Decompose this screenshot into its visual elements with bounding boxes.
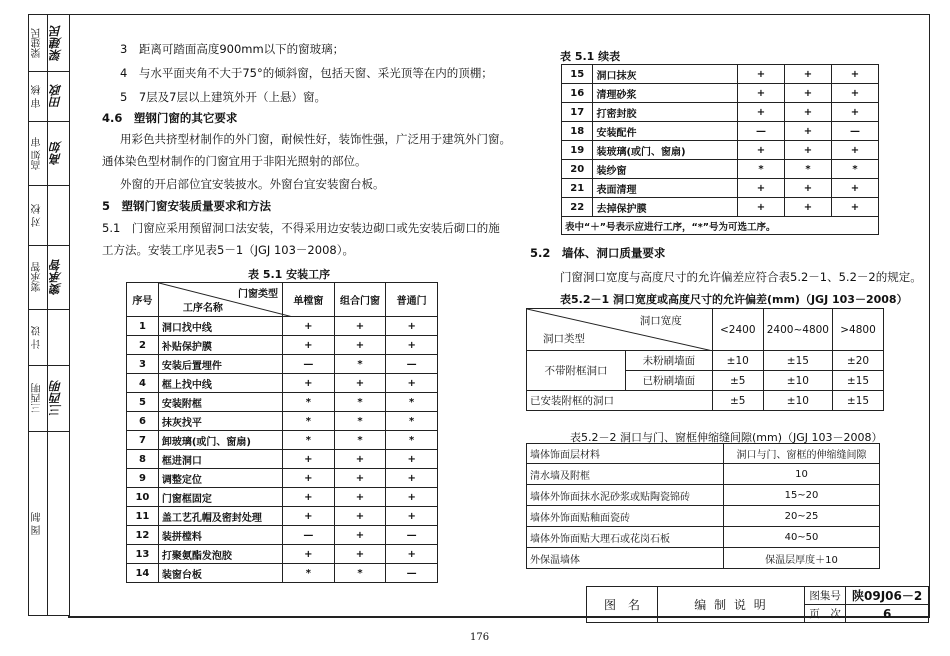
table-row <box>562 65 879 84</box>
process-mark: + <box>832 141 879 160</box>
process-mark: + <box>283 450 335 469</box>
table-row <box>127 336 438 355</box>
process-mark: + <box>283 469 335 488</box>
group-label: 不带附框洞口 <box>527 351 626 391</box>
gap-value: 10 <box>724 464 880 485</box>
sidebar-cell <box>29 121 69 186</box>
header-diagonal-cell <box>158 283 282 317</box>
cell: ±15 <box>763 351 832 371</box>
table-5-1-continued <box>561 64 879 235</box>
process-mark: + <box>283 488 335 507</box>
process-name: 清理砂浆 <box>593 84 738 103</box>
row-label: 已粉刷墙面 <box>626 371 713 391</box>
process-mark: + <box>283 336 335 355</box>
sidebar-cell <box>29 71 69 122</box>
process-mark: * <box>283 412 335 431</box>
row-number: 19 <box>562 141 593 160</box>
process-mark: + <box>832 198 879 217</box>
process-mark: — <box>832 122 879 141</box>
table-5-2-1-caption: 表5.2－1 洞口宽度或高度尺寸的允许偏差(mm)（JGJ 103－2008） <box>560 293 908 306</box>
process-name: 补贴保护膜 <box>158 336 282 355</box>
process-mark: + <box>738 179 785 198</box>
process-name: 装拼樘料 <box>158 526 282 545</box>
atlas-number: 陕09J06－2 <box>846 587 929 605</box>
sidebar-cell <box>29 365 69 432</box>
row-number: 11 <box>127 507 159 526</box>
table-5-2-2-caption: 表5.2－2 洞口与门、窗框伸缩缝间隙(mm)（JGJ 103－2008） <box>570 431 883 444</box>
header-col: >4800 <box>833 309 884 351</box>
process-mark: + <box>785 122 832 141</box>
row-number: 10 <box>127 488 159 507</box>
sidebar-label: 对 校 <box>32 203 43 227</box>
header-seq: 序号 <box>127 283 159 317</box>
cell: ±10 <box>763 371 832 391</box>
process-mark: + <box>738 141 785 160</box>
table-5-1 <box>126 282 438 583</box>
process-name: 洞口找中线 <box>158 317 282 336</box>
process-name: 盖工艺孔帽及密封处理 <box>158 507 282 526</box>
cell: ±10 <box>763 391 832 411</box>
table-row <box>127 431 438 450</box>
sidebar-label: 计 设 <box>32 325 43 349</box>
list-item-3: 3 距离可踏面高度900mm以下的窗玻璃； <box>120 42 345 56</box>
header-col: 2400~4800 <box>763 309 832 351</box>
sidebar-signature <box>47 189 67 241</box>
process-name: 框上找中线 <box>158 374 282 393</box>
process-mark: + <box>334 507 386 526</box>
sidebar-cell <box>29 15 69 72</box>
wall-material: 墙体外饰面贴大理石或花岗石板 <box>527 527 724 548</box>
table-row <box>127 469 438 488</box>
process-name: 框进洞口 <box>158 450 282 469</box>
process-mark: — <box>386 526 438 545</box>
section-5-2-heading: 5.2 墙体、洞口质量要求 <box>530 246 666 260</box>
row-number: 6 <box>127 412 159 431</box>
sidebar-signature: 梁建民 <box>49 25 63 61</box>
process-mark: + <box>738 103 785 122</box>
row-number: 3 <box>127 355 159 374</box>
row-number: 16 <box>562 84 593 103</box>
sidebar-signature <box>47 435 67 611</box>
header-col: 墙体饰面层材料 <box>527 444 724 464</box>
sidebar-signature: 田政 <box>49 84 63 108</box>
section-5-heading: 5 塑钢门窗安装质量要求和方法 <box>102 199 271 213</box>
cell: ±20 <box>833 351 884 371</box>
table-row <box>562 160 879 179</box>
row-number: 14 <box>127 564 159 583</box>
row-number: 7 <box>127 431 159 450</box>
table-5-2-2 <box>526 443 880 569</box>
list-item-5: 5 7层及7层以上建筑外开（上悬）窗。 <box>120 90 326 104</box>
table-row <box>127 488 438 507</box>
process-mark: + <box>283 545 335 564</box>
process-mark: + <box>334 469 386 488</box>
paragraph-line: 5.1 门窗应采用预留洞口法安装，不得采用边安装边砌口或先安装后砌口的施 <box>102 221 500 235</box>
table-row <box>562 122 879 141</box>
sidebar-cell <box>29 245 69 310</box>
gap-value: 保温层厚度＋10 <box>724 548 880 569</box>
sidebar-cell <box>29 185 69 246</box>
process-mark: + <box>386 450 438 469</box>
process-mark: * <box>334 412 386 431</box>
process-mark: + <box>832 84 879 103</box>
row-number: 18 <box>562 122 593 141</box>
process-name: 表面清理 <box>593 179 738 198</box>
gap-value: 15~20 <box>724 485 880 506</box>
row-label: 未粉刷墙面 <box>626 351 713 371</box>
process-mark: * <box>386 393 438 412</box>
cell: ±5 <box>712 371 763 391</box>
signature-sidebar <box>28 14 70 616</box>
process-name: 打聚氨酯发泡胶 <box>158 545 282 564</box>
process-name: 调整定位 <box>158 469 282 488</box>
process-name: 抹灰找平 <box>158 412 282 431</box>
table-row <box>127 374 438 393</box>
row-number: 20 <box>562 160 593 179</box>
process-mark: + <box>334 545 386 564</box>
process-mark: + <box>785 103 832 122</box>
page-number: 176 <box>470 632 490 643</box>
table-row <box>127 526 438 545</box>
sidebar-signature: 高如 <box>49 141 63 165</box>
table-row <box>127 450 438 469</box>
table-row <box>527 527 880 548</box>
process-mark: + <box>785 65 832 84</box>
sidebar-signature <box>47 313 67 361</box>
paragraph-line: 工方法。安装工序见表5－1（JGJ 103－2008）。 <box>102 243 354 257</box>
header-process: 工序名称 <box>182 303 223 314</box>
row-number: 5 <box>127 393 159 412</box>
process-mark: * <box>334 355 386 374</box>
process-mark: + <box>386 317 438 336</box>
row-label: 已安装附框的洞口 <box>527 391 713 411</box>
gap-value: 40~50 <box>724 527 880 548</box>
gap-value: 20~25 <box>724 506 880 527</box>
process-mark: * <box>386 431 438 450</box>
section-4-6-heading: 4.6 塑钢门窗的其它要求 <box>102 111 238 125</box>
table-row <box>127 564 438 583</box>
page-value: 6 <box>846 605 929 623</box>
sidebar-signature: 三西明 <box>49 380 63 416</box>
row-number: 12 <box>127 526 159 545</box>
process-mark: * <box>738 160 785 179</box>
table-row <box>527 464 880 485</box>
process-mark: + <box>785 198 832 217</box>
process-mark: + <box>738 65 785 84</box>
fig-name: 编 制 说 明 <box>658 587 805 623</box>
header-door-type: 门窗类型 <box>238 289 279 300</box>
table-row <box>562 141 879 160</box>
process-name: 门窗框固定 <box>158 488 282 507</box>
table-row <box>127 317 438 336</box>
sidebar-label: 窦承智 <box>32 262 43 292</box>
process-mark: + <box>334 488 386 507</box>
row-number: 17 <box>562 103 593 122</box>
cell: ±15 <box>833 391 884 411</box>
process-name: 卸玻璃(或门、窗扇) <box>158 431 282 450</box>
header-col: 单樘窗 <box>283 283 335 317</box>
process-mark: + <box>283 507 335 526</box>
table-row <box>562 103 879 122</box>
row-number: 1 <box>127 317 159 336</box>
fig-name-label: 图 名 <box>587 587 658 623</box>
process-name: 安装附框 <box>158 393 282 412</box>
table-row <box>562 84 879 103</box>
process-mark: + <box>334 336 386 355</box>
table-5-1-caption: 表 5.1 安装工序 <box>248 268 331 281</box>
row-number: 22 <box>562 198 593 217</box>
header-col: 普通门 <box>386 283 438 317</box>
process-mark: + <box>386 469 438 488</box>
table-row <box>127 355 438 374</box>
wall-material: 墙体外饰面贴釉面瓷砖 <box>527 506 724 527</box>
table-row <box>127 545 438 564</box>
process-mark: — <box>386 355 438 374</box>
wall-material: 外保温墙体 <box>527 548 724 569</box>
table-row <box>527 485 880 506</box>
wall-material: 清水墙及附框 <box>527 464 724 485</box>
process-mark: * <box>785 160 832 179</box>
process-mark: + <box>386 336 438 355</box>
sidebar-label: 审 核 <box>32 84 43 108</box>
process-mark: + <box>785 84 832 103</box>
header-diagonal-cell <box>527 309 713 351</box>
list-item-4: 4 与水平面夹角不大于75°的倾斜窗，包括天窗、采光顶等在内的顶棚； <box>120 66 493 80</box>
table-row <box>527 548 880 569</box>
process-mark: + <box>386 545 438 564</box>
process-mark: * <box>283 564 335 583</box>
sidebar-label: 梁建民 <box>32 28 43 58</box>
process-name: 洞口抹灰 <box>593 65 738 84</box>
sidebar-cell <box>29 431 69 615</box>
process-mark: — <box>738 122 785 141</box>
process-mark: + <box>334 526 386 545</box>
process-mark: — <box>283 355 335 374</box>
process-name: 去掉保护膜 <box>593 198 738 217</box>
atlas-label: 图集号 <box>805 587 846 605</box>
process-mark: + <box>832 65 879 84</box>
row-number: 21 <box>562 179 593 198</box>
table-row <box>562 179 879 198</box>
process-mark: * <box>334 564 386 583</box>
process-mark: + <box>334 317 386 336</box>
sidebar-label: 图 制 <box>32 511 43 535</box>
process-mark: + <box>738 84 785 103</box>
frame-top-border <box>68 14 930 15</box>
table-row <box>127 412 438 431</box>
process-mark: * <box>832 160 879 179</box>
process-mark: * <box>386 412 438 431</box>
process-mark: — <box>386 564 438 583</box>
process-mark: * <box>334 431 386 450</box>
process-mark: + <box>785 179 832 198</box>
process-mark: * <box>283 393 335 412</box>
cell: ±5 <box>712 391 763 411</box>
title-block <box>586 586 929 623</box>
process-mark: + <box>738 198 785 217</box>
frame-right-border <box>929 14 930 616</box>
section-5-2-paragraph: 门窗洞口宽度与高度尺寸的允许偏差应符合表5.2－1、5.2－2的规定。 <box>560 270 922 284</box>
process-name: 安装后置埋件 <box>158 355 282 374</box>
table-5-1-cont-caption: 表 5.1 续表 <box>560 50 621 63</box>
process-mark: + <box>283 317 335 336</box>
process-mark: + <box>283 374 335 393</box>
paragraph-line: 用彩色共挤型材制作的外门窗，耐候性好，装饰性强，广泛用于建筑外门窗。 <box>120 132 511 146</box>
sidebar-signature: 窦承智 <box>49 259 63 295</box>
table-note: 表中“＋”号表示应进行工序，“*”号为可选工序。 <box>562 217 879 235</box>
paragraph-line: 外窗的开启部位宜安装披水。外窗台宜安装窗台板。 <box>120 177 385 191</box>
table-5-2-1 <box>526 308 884 411</box>
process-name: 装窗台板 <box>158 564 282 583</box>
header-type: 洞口类型 <box>543 333 585 345</box>
process-name: 装玻璃(或门、窗扇) <box>593 141 738 160</box>
table-row <box>127 393 438 412</box>
paragraph-line: 通体染色型材制作的门窗宜用于非阳光照射的部位。 <box>102 154 367 168</box>
process-mark: + <box>386 374 438 393</box>
process-name: 安装配件 <box>593 122 738 141</box>
cell: ±10 <box>712 351 763 371</box>
process-mark: + <box>785 141 832 160</box>
row-number: 9 <box>127 469 159 488</box>
process-mark: + <box>832 179 879 198</box>
header-col: 组合门窗 <box>334 283 386 317</box>
page-label: 页 次 <box>805 605 846 623</box>
row-number: 8 <box>127 450 159 469</box>
sidebar-label: 三西明 <box>32 383 43 413</box>
process-mark: — <box>283 526 335 545</box>
row-number: 15 <box>562 65 593 84</box>
process-mark: + <box>334 374 386 393</box>
header-width: 洞口宽度 <box>639 315 682 327</box>
process-mark: * <box>283 431 335 450</box>
header-col: <2400 <box>712 309 763 351</box>
header-col: 洞口与门、窗框的伸缩缝间隙 <box>724 444 880 464</box>
row-number: 2 <box>127 336 159 355</box>
wall-material: 墙体外饰面抹水泥砂浆或贴陶瓷锦砖 <box>527 485 724 506</box>
sidebar-label: 高如 审 <box>32 136 43 170</box>
table-row <box>562 198 879 217</box>
sidebar-cell <box>29 309 69 366</box>
cell: ±15 <box>833 371 884 391</box>
process-mark: + <box>334 450 386 469</box>
process-mark: + <box>386 488 438 507</box>
row-number: 13 <box>127 545 159 564</box>
process-mark: + <box>386 507 438 526</box>
process-mark: + <box>832 103 879 122</box>
process-name: 装纱窗 <box>593 160 738 179</box>
process-name: 打密封胶 <box>593 103 738 122</box>
table-row <box>127 507 438 526</box>
table-row <box>527 506 880 527</box>
process-mark: * <box>334 393 386 412</box>
row-number: 4 <box>127 374 159 393</box>
